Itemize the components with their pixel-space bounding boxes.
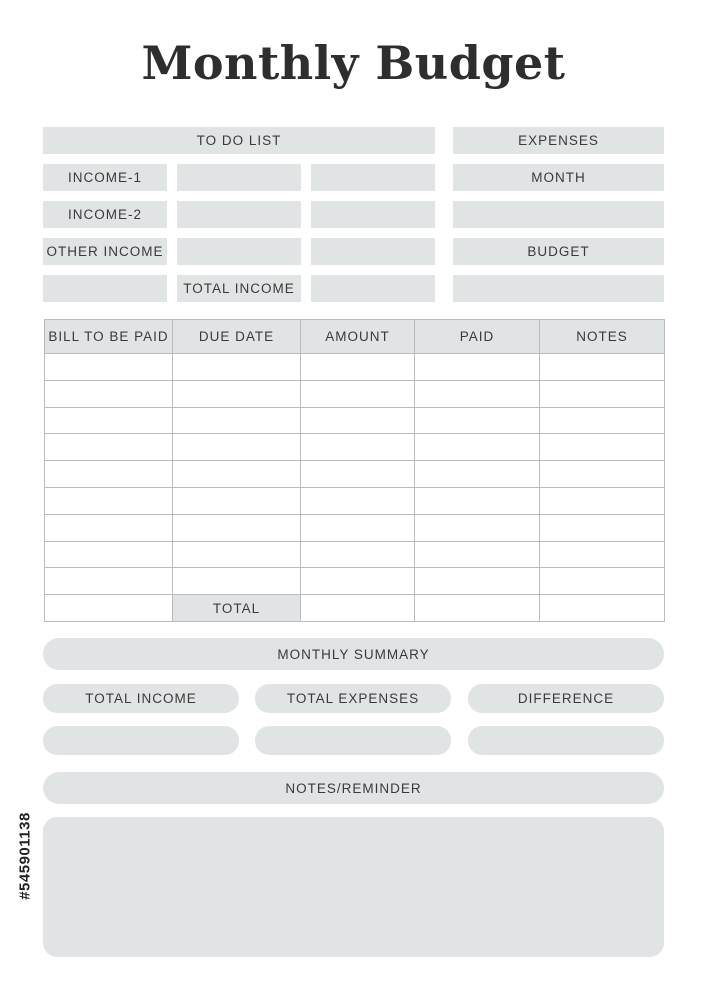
table-cell[interactable] <box>415 568 540 595</box>
bills-table-header-row <box>45 320 665 354</box>
todo-list-header: TO DO LIST <box>43 127 435 154</box>
column-header-bill: BILL TO BE PAID <box>45 320 173 354</box>
table-cell[interactable] <box>540 407 665 434</box>
summary-total-expenses-field[interactable] <box>255 726 451 755</box>
table-cell[interactable] <box>540 595 665 622</box>
table-cell[interactable] <box>301 514 415 541</box>
table-cell[interactable] <box>415 380 540 407</box>
table-total-label: TOTAL <box>173 595 301 622</box>
column-header-notes: NOTES <box>540 320 665 354</box>
table-cell[interactable] <box>173 407 301 434</box>
table-cell[interactable] <box>301 380 415 407</box>
table-cell[interactable] <box>301 407 415 434</box>
income-1-label: INCOME-1 <box>43 164 167 191</box>
table-total-row <box>45 595 665 622</box>
table-cell[interactable] <box>415 461 540 488</box>
table-cell[interactable] <box>45 514 173 541</box>
table-row <box>45 380 665 407</box>
table-row <box>45 407 665 434</box>
summary-difference-field[interactable] <box>468 726 664 755</box>
table-cell[interactable] <box>173 514 301 541</box>
table-cell[interactable] <box>540 514 665 541</box>
table-cell[interactable] <box>540 354 665 381</box>
table-cell[interactable] <box>540 541 665 568</box>
table-cell[interactable] <box>173 461 301 488</box>
table-cell[interactable] <box>173 434 301 461</box>
table-cell[interactable] <box>45 595 173 622</box>
summary-total-income-field[interactable] <box>43 726 239 755</box>
table-cell[interactable] <box>415 595 540 622</box>
table-cell[interactable] <box>45 487 173 514</box>
side-watermark-id <box>10 768 40 944</box>
table-cell[interactable] <box>173 380 301 407</box>
side-watermark-text: #545901138 <box>16 812 34 900</box>
table-cell[interactable] <box>415 487 540 514</box>
expenses-header: EXPENSES <box>453 127 664 154</box>
table-cell[interactable] <box>45 461 173 488</box>
notes-area[interactable] <box>43 817 664 957</box>
table-cell[interactable] <box>301 568 415 595</box>
column-header-amount: AMOUNT <box>301 320 415 354</box>
column-header-due-date: DUE DATE <box>173 320 301 354</box>
table-cell[interactable] <box>301 354 415 381</box>
income-2-field-b[interactable] <box>311 201 435 228</box>
table-cell[interactable] <box>45 354 173 381</box>
table-row <box>45 541 665 568</box>
table-cell[interactable] <box>540 380 665 407</box>
total-income-field[interactable] <box>311 275 435 302</box>
monthly-summary-header: MONTHLY SUMMARY <box>43 638 664 670</box>
table-cell[interactable] <box>45 407 173 434</box>
other-income-field-b[interactable] <box>311 238 435 265</box>
table-cell[interactable] <box>45 434 173 461</box>
table-cell[interactable] <box>173 541 301 568</box>
table-row <box>45 354 665 381</box>
bills-table <box>44 319 665 622</box>
other-income-field-a[interactable] <box>177 238 301 265</box>
table-row <box>45 487 665 514</box>
table-cell[interactable] <box>45 568 173 595</box>
table-cell[interactable] <box>415 434 540 461</box>
table-cell[interactable] <box>415 407 540 434</box>
table-row <box>45 568 665 595</box>
total-income-blank[interactable] <box>43 275 167 302</box>
budget-field[interactable] <box>453 275 664 302</box>
table-cell[interactable] <box>45 541 173 568</box>
table-row <box>45 461 665 488</box>
table-cell[interactable] <box>301 541 415 568</box>
income-2-field-a[interactable] <box>177 201 301 228</box>
month-field[interactable] <box>453 201 664 228</box>
table-total-amount[interactable] <box>301 595 415 622</box>
table-row <box>45 434 665 461</box>
page-title: Monthly Budget <box>141 36 566 90</box>
summary-total-income-label: TOTAL INCOME <box>43 684 239 713</box>
table-cell[interactable] <box>415 354 540 381</box>
month-label: MONTH <box>453 164 664 191</box>
income-1-field-b[interactable] <box>311 164 435 191</box>
income-2-label: INCOME-2 <box>43 201 167 228</box>
table-cell[interactable] <box>415 514 540 541</box>
notes-reminder-header: NOTES/REMINDER <box>43 772 664 804</box>
table-cell[interactable] <box>540 568 665 595</box>
budget-label: BUDGET <box>453 238 664 265</box>
table-cell[interactable] <box>415 541 540 568</box>
table-cell[interactable] <box>540 434 665 461</box>
table-cell[interactable] <box>173 354 301 381</box>
table-cell[interactable] <box>540 461 665 488</box>
table-row <box>45 514 665 541</box>
table-cell[interactable] <box>45 380 173 407</box>
table-cell[interactable] <box>540 487 665 514</box>
table-cell[interactable] <box>173 568 301 595</box>
table-cell[interactable] <box>301 461 415 488</box>
summary-difference-label: DIFFERENCE <box>468 684 664 713</box>
other-income-label: OTHER INCOME <box>43 238 167 265</box>
table-cell[interactable] <box>301 434 415 461</box>
table-cell[interactable] <box>301 487 415 514</box>
table-cell[interactable] <box>173 487 301 514</box>
income-1-field-a[interactable] <box>177 164 301 191</box>
summary-total-expenses-label: TOTAL EXPENSES <box>255 684 451 713</box>
column-header-paid: PAID <box>415 320 540 354</box>
total-income-label: TOTAL INCOME <box>177 275 301 302</box>
